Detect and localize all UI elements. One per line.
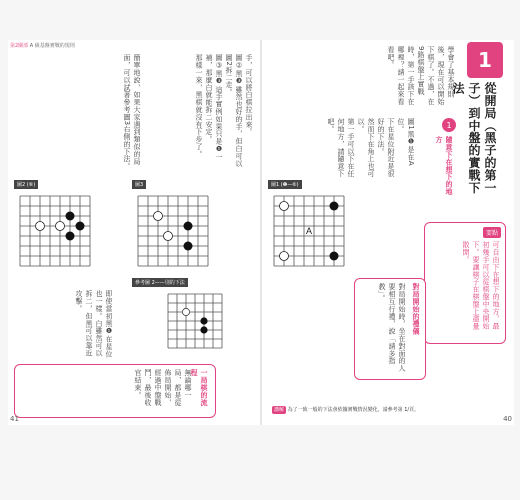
- go-board-figure-1: [268, 190, 350, 272]
- reference-label: 參考圖 2——別的下法: [132, 278, 188, 287]
- header-subtitle: A 級基盤實戰的規則: [29, 43, 75, 49]
- note-box: [14, 364, 216, 418]
- side-box: [354, 278, 426, 380]
- footnote-tag: 講解: [274, 407, 285, 413]
- left-page: [8, 40, 260, 425]
- section-heading: [416, 118, 456, 228]
- note-text: 無論哪一局，都是從佈局開始，經過中盤戰鬥，最後收官結束。: [134, 369, 192, 406]
- body-text: 手，可以將白棋拉出來。 圖②黑❸雖然也好的手，但白可以圖2拆二走。 圖③黑❸這手實例如果只是❶一補，那麼白就能拆二安定。 那樣一來，黑棋就沒有下步了。: [195, 54, 253, 167]
- footnote-text: 為了一致一般的下法會依據實戰情況變化，請參考第 1/頁。: [287, 407, 420, 413]
- tip-label: 要點: [483, 227, 501, 238]
- section-text: 圖1黑❶是在A位。 下在星位附近是很好的下法。 然而下在角上也可以。 第一手可以下在任何地方，請隨意下吧。: [327, 118, 415, 178]
- chapter-number: 1: [467, 42, 503, 78]
- side-box-title: 對局開始的禮儀: [412, 283, 420, 335]
- page-header: [10, 42, 75, 49]
- right-page: [262, 40, 514, 425]
- intro-text: 學會了基本規則後，現在可以開始下棋了。不過，在9路棋盤上實戰時，第一手該下在哪裡？請一起來看看吧。: [387, 46, 455, 106]
- body-text-2: 簡單地說，如果大家遇到類似的局面，可以試著參考圖3右側的下法。: [123, 54, 141, 170]
- figure-label-3: 圖3: [132, 180, 146, 189]
- page-number-right: 40: [503, 415, 512, 423]
- tip-box: [424, 222, 506, 344]
- section-number: 1: [442, 118, 456, 132]
- go-board-figure-2: [14, 190, 96, 272]
- reference-text: 即使當初黑❶在星位也一樣。白雖然可以拆二，但黑可以靠近攻擊。: [75, 290, 113, 358]
- side-box-text: 對局開始時，坐在對面的人要相互行禮，說「請多指教」。: [378, 283, 406, 372]
- note-title: 一局棋的流程: [190, 369, 208, 406]
- figure-label: 圖2 (⑥): [14, 180, 38, 189]
- point-a-label: A: [305, 226, 313, 236]
- figure-1-label: 圖1 (❶—⑥): [268, 180, 302, 189]
- chapter-tag: 第2關部: [10, 43, 29, 49]
- chapter-title: 從開局（黑子的第一子）到中盤的實戰下法: [451, 82, 497, 194]
- go-board-reference: [164, 290, 226, 352]
- chapter-title-block: [451, 42, 506, 194]
- go-board-figure-3: [132, 190, 214, 272]
- section-title: 隨意下在想下的地方: [435, 136, 453, 196]
- tip-text: 可自由下在想下的地方，最初幾手可以從棋盤中央開始下。要讓棋子在棋盤上盡量散開。: [462, 241, 500, 330]
- page-number: 41: [10, 415, 19, 423]
- footnote: [272, 406, 419, 413]
